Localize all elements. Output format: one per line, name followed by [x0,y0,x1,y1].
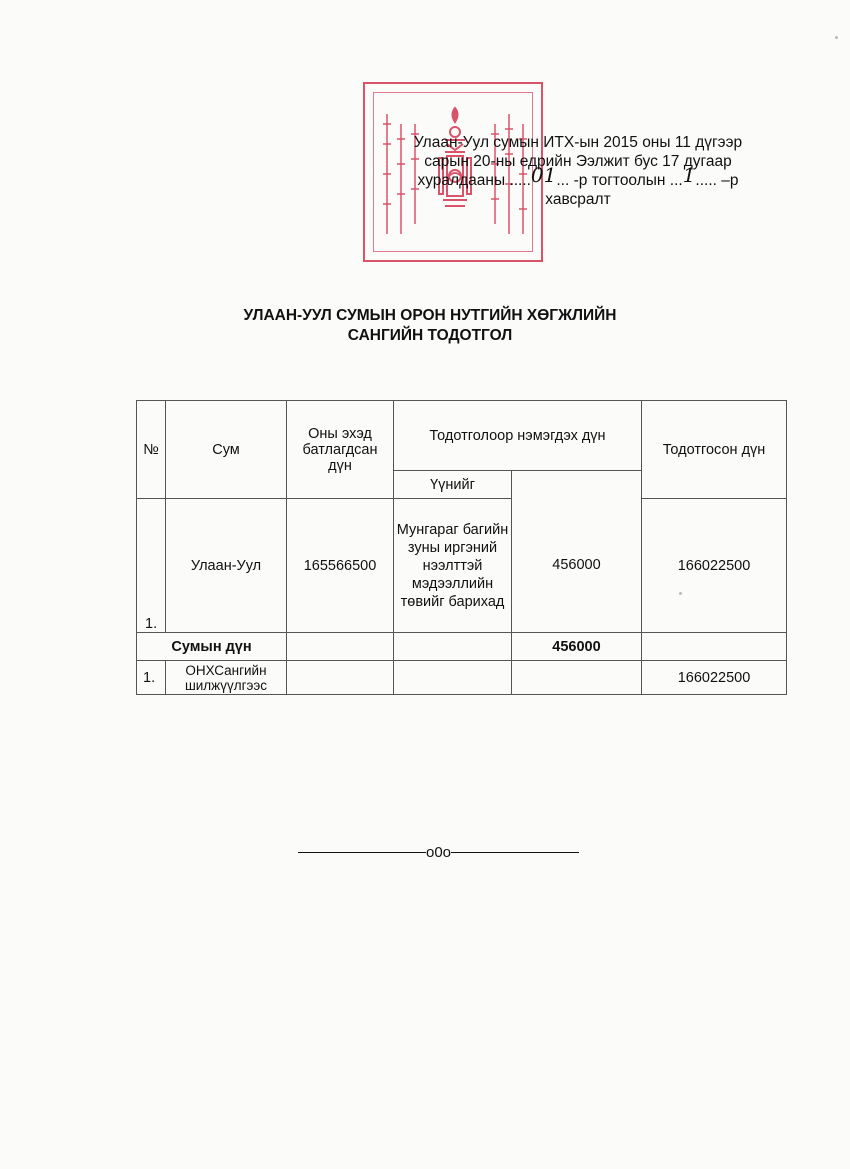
total-purpose-cell [394,633,512,661]
note-line-3 [398,163,758,190]
footer-rule-left [298,852,426,853]
source-revised-amount: 166022500 [642,661,787,695]
row-added-amount: 456000 [512,499,642,633]
row-sum-name: Улаан-Уул [166,499,287,633]
table-row [137,499,787,633]
end-of-document-mark [286,844,591,861]
note-line-3-part-c: ..... –р [695,172,739,189]
handwritten-resolution-number: 1 [682,163,696,187]
handwritten-session-number: 01 [530,163,557,187]
source-added-cell [512,661,642,695]
row-purpose: Мунгараг багийн зуны иргэний нээлттэй мэдээллийн төвийг барихад [394,499,512,633]
scan-speck [835,36,838,39]
note-line-3-part-a: хуралдааны ..... [417,172,531,189]
footer-mark: o0o [425,844,452,861]
table-header-row [137,401,787,471]
source-number: 1. [137,661,166,695]
note-line-4: хавсралт [545,191,611,208]
header-revised-amount: Тодотгосон дүн [642,401,787,499]
header-of-which: Үүнийг [394,471,512,499]
title-line-2: САНГИЙН ТОДОТГОЛ [347,327,513,344]
table-source-row [137,661,787,695]
note-line-1: Улаан-Уул сумын ИТХ-ын 2015 оны 11 дүгээр [413,134,743,151]
header-approved-amount: Оны эхэд батлагдсан дүн [287,401,394,499]
note-line-2: сарын 20-ны едрийн Ээлжит бус 17 дугаар [424,153,732,170]
title-line-1: УЛААН-УУЛ СУМЫН ОРОН НУТГИЙН ХӨГЖЛИЙН [243,307,617,324]
document-title [160,306,700,346]
footer-rule-right [451,852,579,853]
row-revised-amount: 166022500 [642,499,787,633]
total-added-amount: 456000 [512,633,642,661]
source-approved-cell [287,661,394,695]
total-revised-cell [642,633,787,661]
header-number: № [137,401,166,499]
source-label: ОНХСангийн шилжүүлгээс [166,661,287,695]
header-sum: Сум [166,401,287,499]
table-total-row [137,633,787,661]
budget-revision-table [136,400,787,695]
row-number: 1. [137,499,166,633]
header-added-spacer [512,471,642,499]
row-approved-amount: 165566500 [287,499,394,633]
total-approved-cell [287,633,394,661]
resolution-attachment-note [398,133,758,209]
total-label: Сумын дүн [137,633,287,661]
source-purpose-cell [394,661,512,695]
header-added-amount: Тодотголоор нэмэгдэх дүн [394,401,642,471]
note-line-3-part-b: ... -р тогтоолын ... [556,172,683,189]
